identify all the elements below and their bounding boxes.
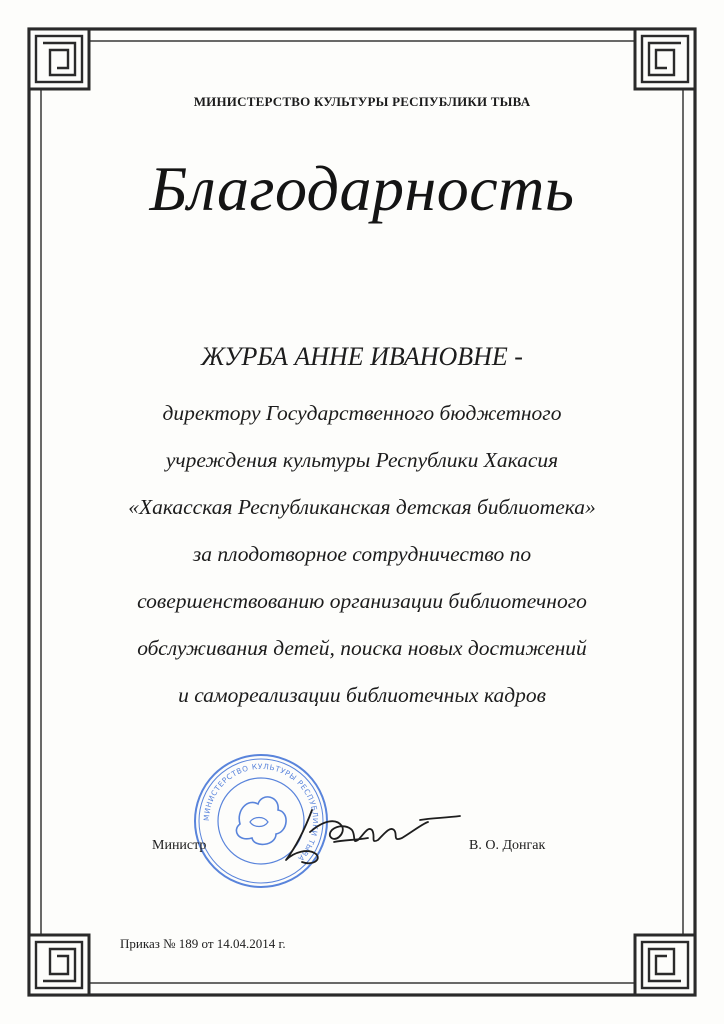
order-reference: Приказ № 189 от 14.04.2014 г. bbox=[120, 936, 286, 951]
minister-name: В. О. Донгак bbox=[469, 838, 546, 853]
seal-ring-text: МИНИСТЕРСТВО КУЛЬТУРЫ РЕСПУБЛИКИ ТЫВА bbox=[201, 761, 321, 864]
corner-ornament-top-right bbox=[635, 29, 695, 89]
corner-ornament-bottom-left bbox=[29, 935, 89, 995]
citation-line: за плодотворное сотрудничество по bbox=[192, 542, 532, 566]
corner-ornament-top-left bbox=[29, 29, 89, 89]
recipient-name: ЖУРБА АННЕ ИВАНОВНЕ - bbox=[201, 342, 523, 371]
ministry-header: МИНИСТЕРСТВО КУЛЬТУРЫ РЕСПУБЛИКИ ТЫВА bbox=[193, 94, 531, 109]
citation-line: обслуживания детей, поиска новых достижений bbox=[137, 636, 587, 660]
citation-line: совершенствованию организации библиотечного bbox=[137, 589, 587, 613]
minister-position: Министр bbox=[152, 838, 207, 853]
citation-line: учреждения культуры Республики Хакасия bbox=[165, 448, 559, 472]
citation-line: директору Государственного бюджетного bbox=[162, 401, 562, 425]
corner-ornament-bottom-right bbox=[635, 935, 695, 995]
citation-text bbox=[60, 390, 664, 719]
citation-line: «Хакасская Республиканская детская библиотека» bbox=[128, 495, 596, 519]
certificate-title: Благодарность bbox=[149, 153, 575, 224]
citation-line: и самореализации библиотечных кадров bbox=[178, 683, 546, 707]
handwritten-signature bbox=[272, 800, 462, 870]
